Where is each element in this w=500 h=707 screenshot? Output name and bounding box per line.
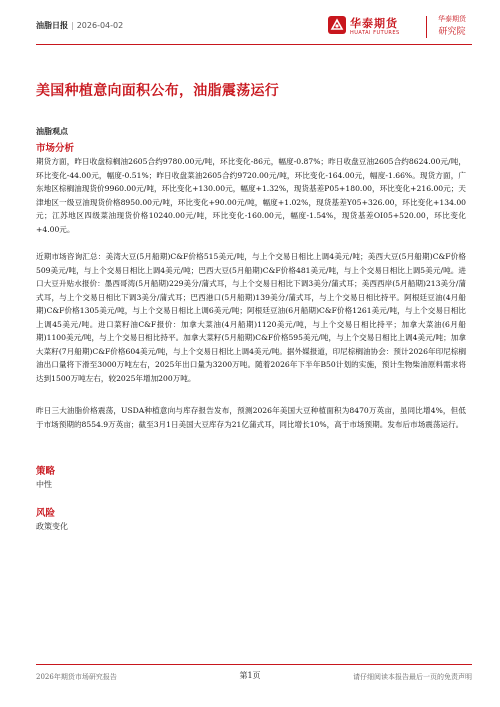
institute-line1: 华泰期货 [438,15,466,23]
disclaimer-note: 请仔细阅读本报告最后一页的免责声明 [353,673,472,681]
market-paragraph-summary: 昨日三大油脂价格震荡，USDA种植意向与库存报告发布，预测2026年美国大豆种植面积为8470万英亩，虽同比增4%，但低于市场预期的8554.9万英亩；截至3月1日美国大豆库存为21亿蒲式耳，同比增长10%，高于市场预期。发布后市场震荡运行。 [36,406,466,429]
strategy-value: 中性 [36,480,52,489]
footer-rule [36,664,472,665]
market-paragraph-futures-spot: 期货方面，昨日收盘棕榈油2605合约9780.00元/吨，环比变化-86元，幅度-0.87%；昨日收盘豆油2605合约8624.00元/吨，环比变化-44.00元，幅度-0.51%；昨日收盘菜油2605合约9720.00元/吨，环比变化-164.00元，幅度-1.66%。现货方面，广东地区棕榈油现货价9960.00元/吨，环比变化+130.00元，幅度+1.32%，现货基差P05+180.00，环比变化+216.00元；天津地区一级豆油现货价格8950.00元/吨，环比变化+90.00元/吨，幅度+1.02%，现货基差Y05+326.00，环比变化+134.00元；江苏地区四级菜油现货价格10240.00元/吨，环比变化-160.00元，幅度-1.54%，现货基差OI05+520.00，环比变化+4.00元。 [36,157,466,234]
brand-mark-icon [328,16,346,34]
view-label: 油脂观点 [36,127,68,136]
market-analysis-heading: 市场分析 [36,143,75,154]
header-rule [36,44,472,45]
risk-heading: 风险 [36,508,56,519]
report-header [36,20,123,31]
huatai-logo [328,14,418,40]
market-paragraph-news: 近期市场咨询汇总：美湾大豆(5月船期)C&F价格515美元/吨，与上个交易日相比上调4美元/吨；美西大豆(5月船期)C&F价格509美元/吨，与上个交易日相比上调4美元/吨；巴西大豆(5月船期)C&F价格481美元/吨，与上个交易日相比上调5美元/吨。进口大豆升贴水报价：墨西哥湾(5月船期)229美分/蒲式耳，与上个交易日相比下调3美分/蒲式耳；美西西岸(5月船期)213美分/蒲式耳，与上个交易日相比下调3美分/蒲式耳；巴西港口(5月船期)139美分/蒲式耳，与上个交易日相比持平。阿根廷豆油(4月船期)C&F价格1305美元/吨，与上个交易日相比上调6美元/吨；阿根廷豆油(6月船期)C&F价格1261美元/吨，与上个交易日相比上调45美元/吨。进口菜籽油C&F报价：加拿大菜油(4月船期)1120美元/吨，与上个交易日相比持平；加拿大菜油(6月船期)1100美元/吨，与上个交易日相比持平。加拿大菜籽(5月船期)C&F价格595美元/吨，与上个交易日相比上调4美元/吨；加拿大菜籽(7月船期)C&F价格604美元/吨，与上个交易日相比上调4美元/吨。据外媒报道，印尼棕榈油协会：预计2026年印尼棕榈油出口量将下滑至3000万吨左右，2025年出口量为3200万吨。随着2026年下半年B50计划的实施，预计生物柴油原料需求将达到1500万吨左右，较2025年增加200万吨。 [36,252,466,383]
risk-value: 政策变化 [36,522,68,531]
footer-left: 2026年期货市场研究报告 [36,673,117,681]
institute-line2: 研究院 [438,27,466,37]
header-separator: | [71,21,74,30]
strategy-heading: 策略 [36,466,56,477]
page-number: 第1页 [239,671,261,680]
brand-name-cn: 华泰期货 [350,17,398,30]
logo-divider [426,16,427,38]
report-title: 美国种植意向面积公布，油脂震荡运行 [36,83,280,99]
report-date: 2026-04-02 [76,21,124,30]
report-name: 油脂日报 [36,21,68,30]
institute-mark [432,14,472,37]
brand-name-en: HUATAI FUTURES [350,30,400,36]
